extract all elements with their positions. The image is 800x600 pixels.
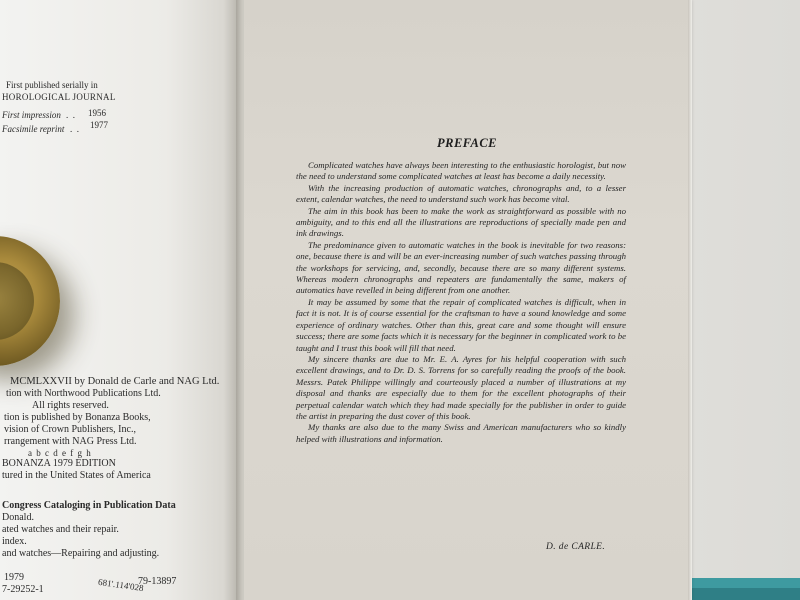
- left-page: [0, 0, 238, 600]
- reprint-dots: . .: [70, 124, 79, 134]
- facsimile-reprint-label: Facsimile reprint: [2, 124, 65, 134]
- preface-body: [296, 160, 626, 445]
- cip-heading: Congress Cataloging in Publication Data: [2, 500, 176, 511]
- edition-line: BONANZA 1979 EDITION: [2, 458, 116, 469]
- preface-paragraph: The aim in this book has been to make the work as straightforward as possible with no ambiguity, and to this end all the illustrations are reproductions of specially made pen and ink drawings.: [296, 205, 626, 239]
- preface-title: PREFACE: [436, 136, 497, 150]
- manufactured-line: tured in the United States of America: [2, 470, 151, 481]
- first-impression-label: First impression: [2, 110, 61, 120]
- preface-paragraph: The predominance given to automatic watches in the book is inevitable for two reasons: one, because there is and will be an ever-increasing number of such watches passing through the workshops for servicing, and, secondly, because there are so many different systems. Whereas modern chronographs and repeaters are fundamentally the same, makers of automatics have revelled in being different from one another.: [296, 239, 626, 296]
- cip-isbn: 7-29252-1: [2, 584, 44, 595]
- preface-paragraph: My thanks are also due to the many Swiss and American manufacturers who so kindly helped with illustrations and information.: [296, 422, 626, 444]
- impression-dots: . .: [66, 110, 75, 120]
- cip-line-4: and watches—Repairing and adjusting.: [2, 548, 160, 559]
- watch-case-disc: [0, 236, 60, 366]
- cip-line-1: Donald.: [2, 512, 34, 523]
- copyright-line-6: rrangement with NAG Press Ltd.: [4, 436, 137, 447]
- journal-name: HOROLOGICAL JOURNAL: [2, 92, 116, 102]
- cip-year: 1979: [4, 572, 24, 583]
- first-published-line: First published serially in: [6, 80, 98, 90]
- copyright-line-2: tion with Northwood Publications Ltd.: [6, 388, 161, 399]
- cip-lccn: 79-13897: [138, 576, 177, 587]
- author-signature: D. de CARLE.: [546, 542, 606, 552]
- copyright-line-3: All rights reserved.: [32, 400, 109, 411]
- right-page: [244, 0, 690, 600]
- print-sequence: a b c d e f g h: [28, 448, 92, 458]
- copyright-line-4: tion is published by Bonanza Books,: [4, 412, 151, 423]
- preface-paragraph: My sincere thanks are due to Mr. E. A. Ayres for his helpful cooperation with such excellent drawings, and to Dr. D. S. Torrens for so carefully reading the proofs of the book. Messrs. Patek Philippe willingly and courteously placed a number of illustrations at my disposal and thanks are especially due to them for the excellent photographs of their perpetual calendar watch which they had made specially for the publisher in order to guide the artist in preparing the dust cover of this book.: [296, 353, 626, 421]
- preface-paragraph: With the increasing production of automatic watches, chronographs and, to a lesser extent, calendar watches, the need to understand such work has become vital.: [296, 182, 626, 205]
- cip-line-3: index.: [2, 536, 27, 547]
- preface-paragraph: Complicated watches have always been interesting to the enthusiastic horologist, but now the need to understand some complicated watches at least has become a daily necessity.: [296, 160, 626, 182]
- preface-paragraph: It may be assumed by some that the repair of complicated watches is difficult, when in fact it is not. It is of course essential for the craftsman to have a sound knowledge and some experience of ordinary watches. Other than this, great care and some thought will ensure success; there are some facts which it is necessary for the beginner in complicated work to be taught and I trust this book will fill that need.: [296, 296, 626, 353]
- first-impression-year: 1956: [88, 108, 106, 118]
- copyright-line-1: MCMLXXVII by Donald de Carle and NAG Ltd.: [10, 376, 220, 387]
- cip-classification: 681'.114'028: [97, 576, 145, 594]
- copyright-line-5: vision of Crown Publishers, Inc.,: [4, 424, 136, 435]
- facsimile-reprint-year: 1977: [90, 120, 108, 130]
- teal-strip-shadow: [690, 588, 800, 600]
- page-edge: [688, 0, 692, 600]
- cip-line-2: ated watches and their repair.: [2, 524, 119, 535]
